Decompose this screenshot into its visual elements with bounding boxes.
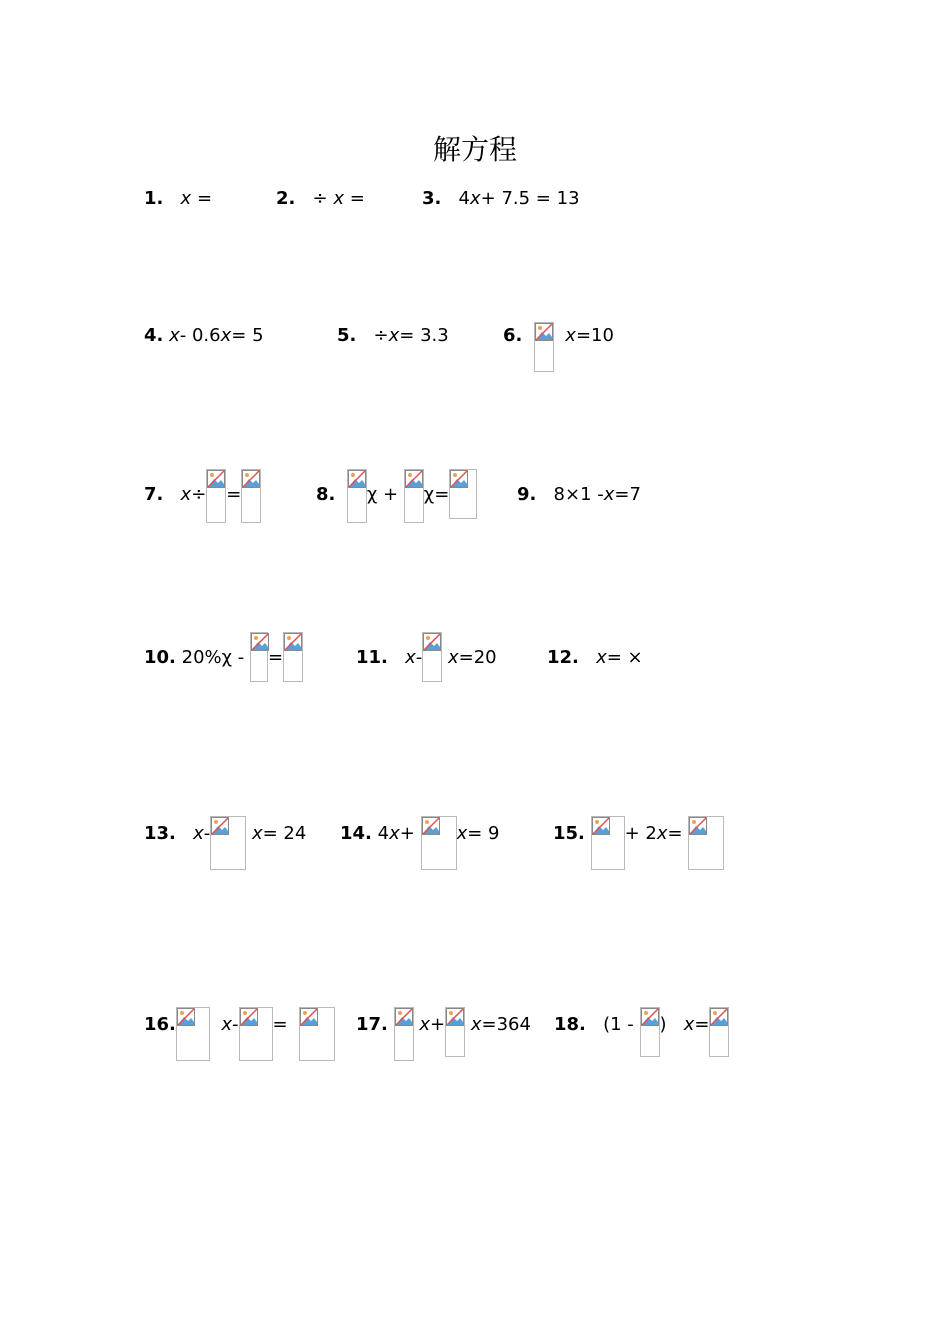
problem-9 [517, 483, 641, 507]
variable-x: x [596, 647, 607, 668]
variable-x: x [220, 325, 232, 346]
variable-x: x [389, 823, 400, 844]
equation-text: 8×1 - [553, 484, 604, 505]
variable-x: x [333, 188, 345, 209]
operator: = [267, 647, 284, 668]
variable-x: x [180, 188, 192, 209]
broken-image-icon [250, 632, 268, 682]
problem-14 [340, 822, 499, 846]
broken-image-icon [688, 816, 724, 870]
operator: - [415, 647, 423, 668]
variable-x: x [405, 647, 416, 668]
variable-x: x [470, 1014, 482, 1035]
equation-text: ) [659, 1014, 667, 1035]
problem-number: 9. [517, 484, 537, 505]
broken-image-icon [534, 322, 554, 372]
equation-text: =364 [481, 1014, 531, 1035]
broken-image-icon [640, 1007, 660, 1057]
variable-x: x [603, 484, 615, 505]
problem-number: 15. [553, 823, 585, 844]
equation-text: = [667, 823, 683, 844]
broken-image-icon [404, 469, 424, 523]
problem-number: 2. [276, 188, 296, 209]
variable-x: x [419, 1014, 431, 1035]
equation-text: = [694, 1014, 710, 1035]
problem-6 [503, 324, 614, 348]
equation-text: 20%χ - [181, 647, 245, 668]
equation-text: 4 [377, 823, 390, 844]
broken-image-icon [709, 1007, 729, 1057]
broken-image-icon [449, 469, 477, 519]
broken-image-icon [299, 1007, 335, 1061]
equation-text: 4 [458, 188, 470, 209]
problem-number: 7. [144, 484, 164, 505]
equation-text: = × [606, 647, 643, 668]
problem-number: 3. [422, 188, 442, 209]
problem-number: 11. [356, 647, 388, 668]
equation-text: ÷ [312, 188, 328, 209]
equation-text: (1 - [603, 1014, 634, 1035]
broken-image-icon [591, 816, 625, 870]
problem-13 [144, 822, 306, 846]
broken-image-icon [347, 469, 367, 523]
broken-image-icon [445, 1007, 465, 1057]
variable-x: x [251, 823, 263, 844]
problem-number: 17. [356, 1014, 388, 1035]
variable-x: x [470, 188, 481, 209]
broken-image-icon [239, 1007, 273, 1061]
equation-text: = 9 [467, 823, 500, 844]
operator: + [399, 823, 415, 844]
equation-text: + 2 [624, 823, 657, 844]
operator: = [434, 484, 450, 505]
variable-x: x [388, 325, 400, 346]
equation-text: = 5 [231, 325, 264, 346]
broken-image-icon [176, 1007, 210, 1061]
operator: ÷ [191, 484, 207, 505]
operator: + [382, 484, 399, 505]
broken-image-icon [394, 1007, 414, 1061]
problem-16 [144, 1013, 335, 1037]
equation-text: =10 [575, 325, 614, 346]
problem-number: 4. [144, 325, 164, 346]
equation-text: =20 [458, 647, 497, 668]
operator: = [226, 484, 242, 505]
variable-x: x [193, 823, 204, 844]
variable-chi: χ [366, 484, 378, 505]
equation-text: = 3.3 [399, 325, 449, 346]
problem-number: 8. [316, 484, 336, 505]
equation-text: + 7.5 = 13 [480, 188, 580, 209]
page-title: 解方程 [432, 133, 517, 166]
broken-image-icon [206, 469, 226, 523]
problem-number: 1. [144, 188, 164, 209]
broken-image-icon [241, 469, 261, 523]
broken-image-icon [422, 632, 442, 682]
variable-x: x [656, 823, 668, 844]
equation-text: ÷ [373, 325, 389, 346]
problem-number: 13. [144, 823, 176, 844]
problem-number: 16. [144, 1014, 176, 1035]
variable-x: x [447, 647, 459, 668]
problem-7 [144, 483, 261, 507]
equation-text: = [196, 188, 213, 209]
problem-number: 6. [503, 325, 523, 346]
variable-x: x [456, 823, 468, 844]
operator: + [430, 1014, 446, 1035]
broken-image-icon [421, 816, 457, 870]
variable-x: x [180, 484, 192, 505]
variable-x: x [221, 1014, 232, 1035]
problem-number: 12. [547, 647, 579, 668]
problem-10 [144, 646, 303, 670]
problem-11 [356, 646, 497, 670]
equation-text: = 24 [262, 823, 307, 844]
problem-number: 10. [144, 647, 176, 668]
problem-17 [356, 1013, 531, 1037]
variable-x: x [683, 1014, 695, 1035]
operator: = [272, 1014, 288, 1035]
problem-4 [144, 324, 264, 348]
variable-x: x [565, 325, 576, 346]
broken-image-icon [210, 816, 246, 870]
problem-number: 5. [337, 325, 357, 346]
problem-12 [547, 646, 643, 670]
variable-chi: χ [423, 484, 435, 505]
equation-text: = [349, 188, 365, 209]
problem-15 [553, 822, 724, 846]
problem-number: 18. [554, 1014, 586, 1035]
problem-5 [337, 324, 449, 348]
equation-text: =7 [614, 484, 641, 505]
operator: - [203, 823, 211, 844]
equation-text: - 0.6 [179, 325, 221, 346]
operator: - [232, 1014, 239, 1035]
problem-1 [144, 187, 212, 211]
variable-x: x [169, 325, 180, 346]
problem-18 [554, 1013, 729, 1037]
problem-2 [276, 187, 365, 211]
problem-8 [316, 483, 477, 507]
problem-3 [422, 187, 580, 211]
broken-image-icon [283, 632, 303, 682]
problem-number: 14. [340, 823, 372, 844]
